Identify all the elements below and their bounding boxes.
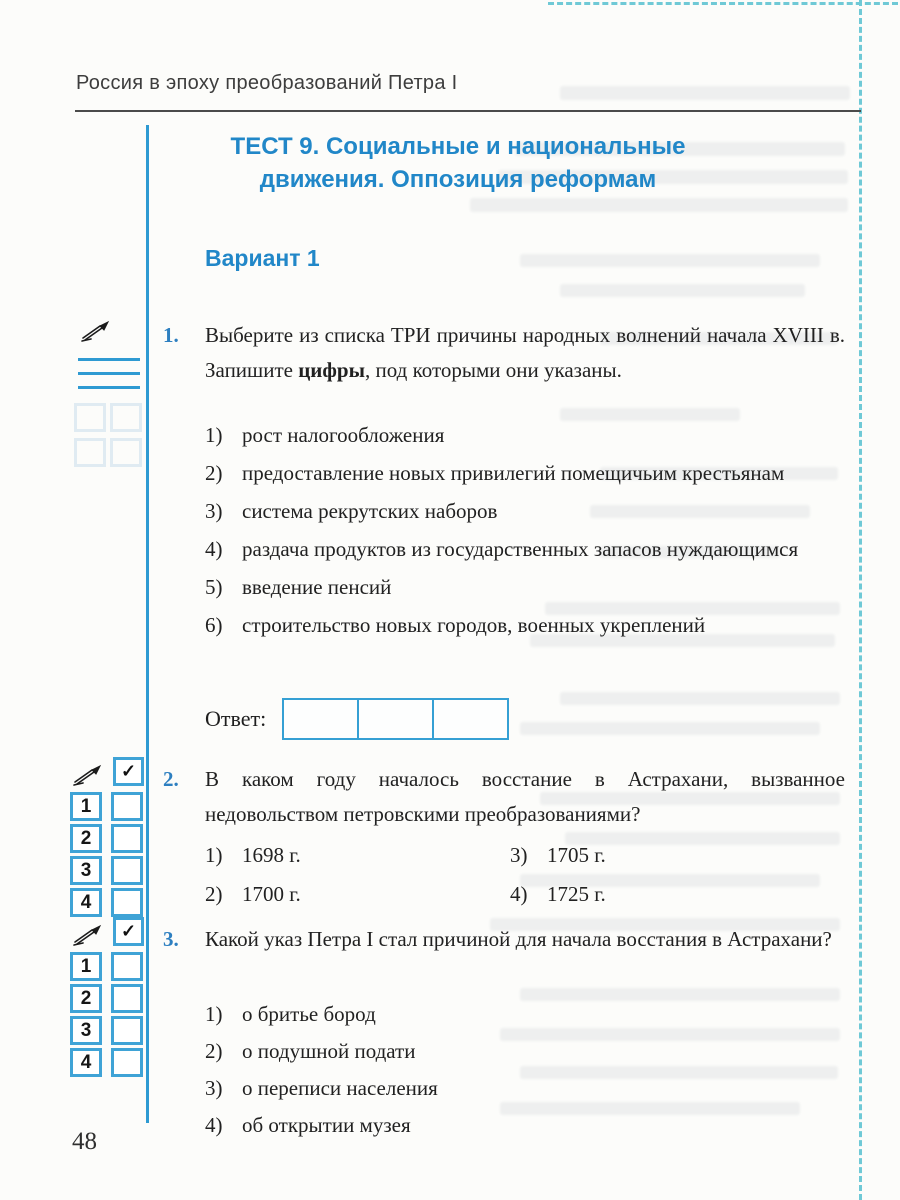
question-3-options [205, 997, 847, 1145]
option-text: 1725 г. [547, 882, 606, 906]
option-text: рост налогообложения [242, 423, 445, 447]
answer-grid-row [70, 824, 144, 853]
option-item [205, 532, 847, 566]
answer-grid-row [70, 792, 144, 821]
option-text: о подушной подати [242, 1039, 416, 1063]
option-text: 1700 г. [242, 882, 301, 906]
option-number-box-2: 2 [70, 824, 102, 853]
margin-answer-grid-q2 [68, 757, 144, 920]
margin-rule [146, 125, 149, 1123]
option-text: раздача продуктов из государственных запасов нуждающимся [242, 537, 799, 561]
bleed-through-artifact [74, 403, 144, 467]
option-text: о бритье бород [242, 1002, 376, 1026]
option-number: 2) [205, 1039, 223, 1063]
bleed-through-artifact [560, 86, 850, 100]
option-number: 3) [510, 843, 528, 867]
checked-checkbox[interactable] [113, 917, 144, 946]
option-item [205, 570, 847, 604]
answer-grid-row [70, 1048, 144, 1077]
option-number: 2) [205, 882, 223, 906]
answer-grid-row [70, 856, 144, 885]
option-text: предоставление новых привилегий помещичьим крестьянам [242, 461, 785, 485]
writing-line [78, 372, 140, 375]
answer-row [205, 698, 509, 740]
running-header: Россия в эпоху преобразований Петра I [76, 72, 458, 94]
option-item [205, 1034, 847, 1068]
margin-answer-grid-q3 [68, 917, 144, 1080]
bleed-through-artifact [520, 722, 820, 735]
option-item [205, 1108, 847, 1142]
answer-checkbox-3[interactable] [111, 1016, 143, 1045]
test-title-line2: движения. Оппозиция реформам [259, 166, 657, 193]
question-1-text [205, 318, 845, 388]
answer-cell-3[interactable] [432, 700, 507, 738]
bleed-through-artifact [560, 284, 805, 297]
pen-icon [72, 924, 104, 946]
answer-grid-row [70, 888, 144, 917]
bleed-through-artifact [470, 198, 848, 212]
answer-cell-1[interactable] [284, 700, 357, 738]
option-number: 4) [510, 882, 528, 906]
option-number: 4) [205, 1113, 223, 1137]
option-text: система рекрутских наборов [242, 499, 498, 523]
option-item [205, 838, 510, 872]
option-number-box-1: 1 [70, 952, 102, 981]
option-number-box-4: 4 [70, 888, 102, 917]
question-2-options [205, 838, 847, 911]
question-2-text: В каком году началось восстание в Астрахани, вызванное недовольством петровскими преобразованиями? [205, 767, 845, 826]
option-number-box-3: 3 [70, 856, 102, 885]
option-item [205, 608, 847, 642]
option-number: 3) [205, 1076, 223, 1100]
answer-grid-row [70, 952, 144, 981]
answer-cell-2[interactable] [357, 700, 432, 738]
question-1-text-bold: цифры [298, 358, 366, 382]
option-text: о переписи населения [242, 1076, 438, 1100]
answer-label: Ответ: [205, 706, 267, 731]
answer-checkbox-4[interactable] [111, 1048, 143, 1077]
page-number: 48 [72, 1128, 97, 1155]
option-number: 2) [205, 461, 223, 485]
option-text: строительство новых городов, военных укреплений [242, 613, 706, 637]
option-item [205, 456, 847, 490]
pen-icon [72, 764, 104, 786]
option-number-box-4: 4 [70, 1048, 102, 1077]
option-item [205, 418, 847, 452]
option-number: 4) [205, 537, 223, 561]
option-number: 1) [205, 1002, 223, 1026]
option-number-box-3: 3 [70, 1016, 102, 1045]
question-1-text-prefix: Выберите из списка ТРИ причины народных волнений начала XVIII в. Запишите [205, 323, 845, 382]
answer-grid-row [70, 1016, 144, 1045]
margin-writing-area-q1 [68, 320, 144, 467]
header-rule [75, 110, 861, 112]
answer-boxes [282, 698, 509, 740]
bleed-through-artifact [520, 254, 820, 267]
option-text: 1698 г. [242, 843, 301, 867]
answer-grid-row [70, 984, 144, 1013]
question-2-number: 2. [163, 767, 179, 791]
option-item [510, 838, 847, 872]
bleed-through-artifact [560, 692, 840, 705]
question-1-number: 1. [163, 323, 179, 347]
option-number-box-1: 1 [70, 792, 102, 821]
writing-line [78, 358, 140, 361]
option-text: введение пенсий [242, 575, 392, 599]
option-item [205, 877, 510, 911]
answer-checkbox-1[interactable] [111, 792, 143, 821]
option-number: 6) [205, 613, 223, 637]
variant-heading: Вариант 1 [205, 245, 320, 271]
test-title [200, 130, 716, 196]
option-item [205, 1071, 847, 1105]
option-text: 1705 г. [547, 843, 606, 867]
answer-checkbox-4[interactable] [111, 888, 143, 917]
question-3-text: Какой указ Петра I стал причиной для начала восстания в Астрахани? [205, 927, 832, 951]
question-1-text-suffix: , под которыми они указаны. [365, 358, 622, 382]
answer-checkbox-1[interactable] [111, 952, 143, 981]
question-3 [163, 922, 847, 957]
option-number-box-2: 2 [70, 984, 102, 1013]
pen-icon [80, 320, 112, 342]
option-item [205, 997, 847, 1031]
checkmark-icon: ✓ [120, 761, 137, 781]
question-1-options [205, 418, 847, 646]
right-trim-dashed-line [859, 0, 862, 1200]
checkmark-icon: ✓ [120, 921, 137, 941]
option-text: об открытии музея [242, 1113, 411, 1137]
writing-line [78, 386, 140, 389]
test-title-line1: ТЕСТ 9. Социальные и национальные [230, 133, 686, 160]
question-1 [163, 318, 847, 388]
answer-checkbox-2[interactable] [111, 984, 143, 1013]
option-number: 1) [205, 843, 223, 867]
option-number: 5) [205, 575, 223, 599]
option-number: 1) [205, 423, 223, 447]
question-3-number: 3. [163, 927, 179, 951]
option-number: 3) [205, 499, 223, 523]
question-2 [163, 762, 847, 832]
checked-checkbox[interactable] [113, 757, 144, 786]
option-item [510, 877, 847, 911]
option-item [205, 494, 847, 528]
answer-checkbox-3[interactable] [111, 856, 143, 885]
top-trim-dashed-line [548, 2, 898, 5]
answer-checkbox-2[interactable] [111, 824, 143, 853]
